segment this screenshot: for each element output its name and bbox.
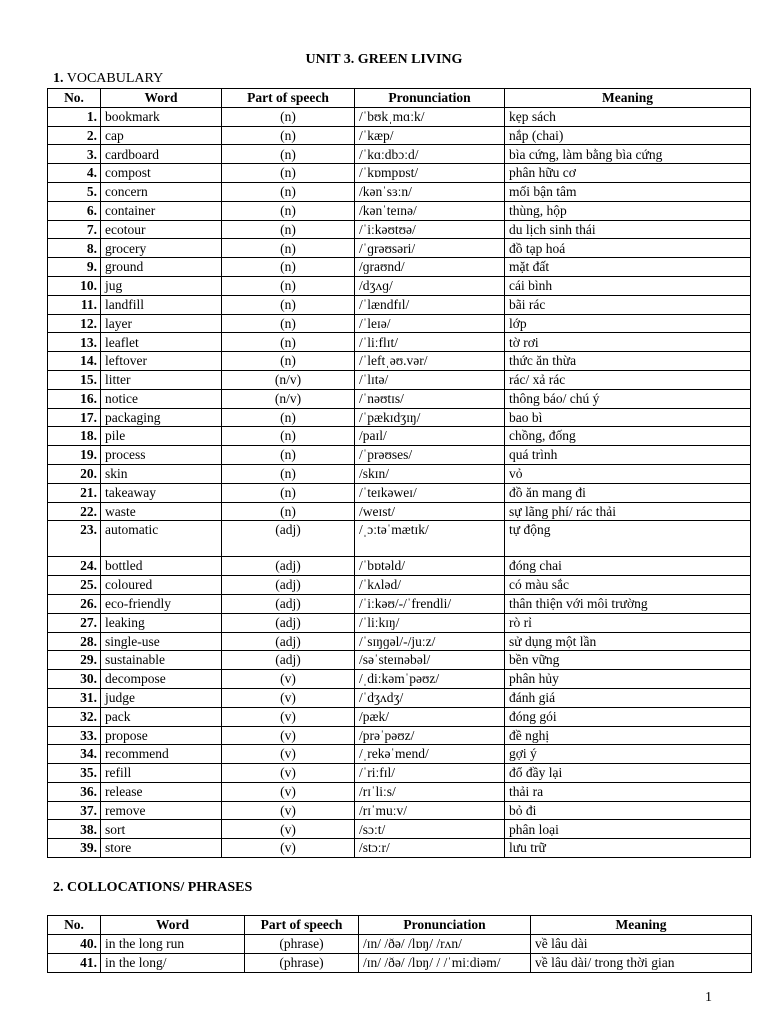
row-pronunciation: /prəˈpəʊz/ (355, 726, 505, 745)
row-number: 10. (48, 276, 101, 295)
row-part-of-speech: (v) (222, 745, 355, 764)
row-meaning: du lịch sinh thái (505, 220, 751, 239)
section-heading-collocations: 2. COLLOCATIONS/ PHRASES (53, 880, 253, 895)
row-word: jug (101, 276, 222, 295)
row-number: 1. (48, 107, 101, 126)
row-word: bottled (101, 557, 222, 576)
row-number: 5. (48, 182, 101, 201)
row-word: cardboard (101, 145, 222, 164)
row-number: 19. (48, 446, 101, 465)
phrases-table (47, 915, 752, 973)
table-row (48, 688, 751, 707)
row-pronunciation: /ˈɡrəʊsəri/ (355, 239, 505, 258)
row-word: automatic (101, 521, 222, 557)
row-part-of-speech: (v) (222, 764, 355, 783)
row-word: leaking (101, 613, 222, 632)
row-meaning: bao bì (505, 408, 751, 427)
row-part-of-speech: (n) (222, 182, 355, 201)
row-meaning: đề nghị (505, 726, 751, 745)
row-meaning: phân loại (505, 820, 751, 839)
table-header-row (48, 916, 752, 935)
row-number: 21. (48, 483, 101, 502)
row-number: 37. (48, 801, 101, 820)
header-no: No. (48, 89, 101, 108)
table-row (48, 239, 751, 258)
row-pronunciation: /ɪn/ /ðə/ /lɒŋ/ /rʌn/ (359, 935, 531, 954)
row-meaning: sử dụng một lần (505, 632, 751, 651)
row-pronunciation: /ˈbʊkˌmɑːk/ (355, 107, 505, 126)
row-part-of-speech: (n/v) (222, 389, 355, 408)
row-word: landfill (101, 295, 222, 314)
row-word: litter (101, 370, 222, 389)
table-row (48, 427, 751, 446)
table-row (48, 201, 751, 220)
row-part-of-speech: (n) (222, 164, 355, 183)
row-part-of-speech: (n) (222, 446, 355, 465)
row-part-of-speech: (adj) (222, 521, 355, 557)
row-number: 39. (48, 839, 101, 858)
table-row (48, 370, 751, 389)
table-row (48, 954, 752, 973)
row-part-of-speech: (n/v) (222, 370, 355, 389)
row-part-of-speech: (adj) (222, 576, 355, 595)
row-meaning: cái bình (505, 276, 751, 295)
page-number: 1 (705, 990, 712, 1005)
row-pronunciation: /rɪˈliːs/ (355, 782, 505, 801)
row-pronunciation: /ˈriːfɪl/ (355, 764, 505, 783)
row-word: remove (101, 801, 222, 820)
row-number: 4. (48, 164, 101, 183)
table-row (48, 333, 751, 352)
row-word: cap (101, 126, 222, 145)
row-word: refill (101, 764, 222, 783)
row-part-of-speech: (v) (222, 688, 355, 707)
row-part-of-speech: (v) (222, 782, 355, 801)
table-row (48, 483, 751, 502)
table-row (48, 651, 751, 670)
row-part-of-speech: (v) (222, 670, 355, 689)
row-word: store (101, 839, 222, 858)
row-pronunciation: /ˈdʒʌdʒ/ (355, 688, 505, 707)
row-meaning: có màu sắc (505, 576, 751, 595)
row-number: 11. (48, 295, 101, 314)
table-row (48, 145, 751, 164)
row-word: packaging (101, 408, 222, 427)
row-number: 12. (48, 314, 101, 333)
row-word: process (101, 446, 222, 465)
row-part-of-speech: (n) (222, 314, 355, 333)
row-pronunciation: /ˌdiːkəmˈpəʊz/ (355, 670, 505, 689)
row-pronunciation: /ˌrekəˈmend/ (355, 745, 505, 764)
header-meaning: Meaning (505, 89, 751, 108)
table-row (48, 352, 751, 371)
row-pronunciation: /ˈliːflɪt/ (355, 333, 505, 352)
row-word: recommend (101, 745, 222, 764)
row-part-of-speech: (adj) (222, 594, 355, 613)
table-row (48, 801, 751, 820)
row-number: 26. (48, 594, 101, 613)
row-pronunciation: /sɔːt/ (355, 820, 505, 839)
page-title: UNIT 3. GREEN LIVING (305, 52, 463, 67)
row-number: 35. (48, 764, 101, 783)
row-number: 41. (48, 954, 101, 973)
row-number: 28. (48, 632, 101, 651)
row-word: release (101, 782, 222, 801)
row-part-of-speech: (v) (222, 839, 355, 858)
table-row (48, 182, 751, 201)
table-row (48, 502, 751, 521)
row-pronunciation: /ˈkɑːdbɔːd/ (355, 145, 505, 164)
section-heading-vocabulary (53, 71, 163, 87)
row-pronunciation: /kənˈsɜːn/ (355, 182, 505, 201)
row-part-of-speech: (n) (222, 126, 355, 145)
table-row (48, 839, 751, 858)
row-word: in the long run (101, 935, 245, 954)
row-word: ecotour (101, 220, 222, 239)
row-part-of-speech: (n) (222, 276, 355, 295)
row-part-of-speech: (v) (222, 726, 355, 745)
row-part-of-speech: (phrase) (245, 935, 359, 954)
row-meaning: rò rỉ (505, 613, 751, 632)
row-part-of-speech: (v) (222, 707, 355, 726)
row-pronunciation: /ˈsɪŋɡəl/-/juːz/ (355, 632, 505, 651)
row-meaning: bền vững (505, 651, 751, 670)
row-meaning: đồ ăn mang đi (505, 483, 751, 502)
row-pronunciation: /ˌɔːtəˈmætɪk/ (355, 521, 505, 557)
row-part-of-speech: (n) (222, 483, 355, 502)
row-part-of-speech: (n) (222, 239, 355, 258)
row-part-of-speech: (n) (222, 107, 355, 126)
row-pronunciation: /ˈiːkəʊ/-/ˈfrendli/ (355, 594, 505, 613)
header-word: Word (101, 916, 245, 935)
row-part-of-speech: (adj) (222, 557, 355, 576)
row-word: pack (101, 707, 222, 726)
row-word: decompose (101, 670, 222, 689)
row-word: in the long/ (101, 954, 245, 973)
table-row (48, 670, 751, 689)
table-row (48, 782, 751, 801)
row-word: ground (101, 258, 222, 277)
row-number: 38. (48, 820, 101, 839)
table-row (48, 164, 751, 183)
row-word: notice (101, 389, 222, 408)
row-meaning: kẹp sách (505, 107, 751, 126)
row-meaning: thức ăn thừa (505, 352, 751, 371)
row-pronunciation: /weɪst/ (355, 502, 505, 521)
table-row (48, 408, 751, 427)
row-part-of-speech: (n) (222, 427, 355, 446)
row-number: 34. (48, 745, 101, 764)
row-word: eco-friendly (101, 594, 222, 613)
row-part-of-speech: (v) (222, 801, 355, 820)
table-row (48, 276, 751, 295)
table-row (48, 594, 751, 613)
row-number: 22. (48, 502, 101, 521)
row-meaning: thải ra (505, 782, 751, 801)
row-pronunciation: /ˈlændfɪl/ (355, 295, 505, 314)
table-row (48, 707, 751, 726)
table-row (48, 220, 751, 239)
row-pronunciation: /ˈkɒmpɒst/ (355, 164, 505, 183)
row-number: 2. (48, 126, 101, 145)
row-word: container (101, 201, 222, 220)
row-pronunciation: /ˈnəʊtɪs/ (355, 389, 505, 408)
row-word: skin (101, 464, 222, 483)
row-word: bookmark (101, 107, 222, 126)
row-pronunciation: /dʒʌɡ/ (355, 276, 505, 295)
table-row (48, 632, 751, 651)
table-row (48, 745, 751, 764)
row-number: 15. (48, 370, 101, 389)
row-meaning: gợi ý (505, 745, 751, 764)
table-row (48, 258, 751, 277)
header-pronunciation: Pronunciation (359, 916, 531, 935)
row-meaning: mặt đất (505, 258, 751, 277)
row-part-of-speech: (v) (222, 820, 355, 839)
row-number: 33. (48, 726, 101, 745)
row-number: 23. (48, 521, 101, 557)
section-number: 1. (53, 71, 64, 86)
row-word: grocery (101, 239, 222, 258)
row-part-of-speech: (n) (222, 295, 355, 314)
row-meaning: quá trình (505, 446, 751, 465)
row-meaning: tự động (505, 521, 751, 557)
table-row (48, 295, 751, 314)
table-row (48, 126, 751, 145)
row-meaning: lớp (505, 314, 751, 333)
row-pronunciation: /ˈbɒtəld/ (355, 557, 505, 576)
row-pronunciation: /rɪˈmuːv/ (355, 801, 505, 820)
table-row (48, 576, 751, 595)
table-row (48, 389, 751, 408)
row-meaning: đóng chai (505, 557, 751, 576)
row-part-of-speech: (adj) (222, 613, 355, 632)
row-number: 25. (48, 576, 101, 595)
row-meaning: phân hữu cơ (505, 164, 751, 183)
row-number: 6. (48, 201, 101, 220)
row-meaning: đồ tạp hoá (505, 239, 751, 258)
row-pronunciation: /kənˈteɪnə/ (355, 201, 505, 220)
row-number: 8. (48, 239, 101, 258)
table-row (48, 726, 751, 745)
header-part-of-speech: Part of speech (245, 916, 359, 935)
row-pronunciation: /ˈlɪtə/ (355, 370, 505, 389)
row-meaning: chồng, đống (505, 427, 751, 446)
row-meaning: lưu trữ (505, 839, 751, 858)
row-number: 14. (48, 352, 101, 371)
row-word: sort (101, 820, 222, 839)
row-part-of-speech: (adj) (222, 632, 355, 651)
row-number: 32. (48, 707, 101, 726)
row-number: 3. (48, 145, 101, 164)
row-word: coloured (101, 576, 222, 595)
header-part-of-speech: Part of speech (222, 89, 355, 108)
row-part-of-speech: (adj) (222, 651, 355, 670)
phrases-body (48, 935, 752, 973)
header-no: No. (48, 916, 101, 935)
row-part-of-speech: (n) (222, 220, 355, 239)
row-number: 9. (48, 258, 101, 277)
row-pronunciation: /ˈpækɪdʒɪŋ/ (355, 408, 505, 427)
section-label: VOCABULARY (63, 71, 164, 86)
row-pronunciation: /ˈiːkəʊtʊə/ (355, 220, 505, 239)
header-word: Word (101, 89, 222, 108)
table-row (48, 464, 751, 483)
table-row (48, 764, 751, 783)
row-word: concern (101, 182, 222, 201)
row-part-of-speech: (n) (222, 408, 355, 427)
row-word: single-use (101, 632, 222, 651)
row-pronunciation: /ˈteɪkəweɪ/ (355, 483, 505, 502)
row-word: leaflet (101, 333, 222, 352)
row-number: 36. (48, 782, 101, 801)
row-pronunciation: /ˈliːkɪŋ/ (355, 613, 505, 632)
header-meaning: Meaning (531, 916, 752, 935)
row-word: layer (101, 314, 222, 333)
row-number: 24. (48, 557, 101, 576)
row-number: 27. (48, 613, 101, 632)
row-number: 17. (48, 408, 101, 427)
row-meaning: về lâu dài/ trong thời gian (531, 954, 752, 973)
row-number: 30. (48, 670, 101, 689)
row-pronunciation: /ɪn/ /ðə/ /lɒŋ/ / /ˈmiːdiəm/ (359, 954, 531, 973)
row-pronunciation: /skɪn/ (355, 464, 505, 483)
row-meaning: bìa cứng, làm bằng bìa cứng (505, 145, 751, 164)
row-meaning: nắp (chai) (505, 126, 751, 145)
row-word: pile (101, 427, 222, 446)
row-pronunciation: /ɡraʊnd/ (355, 258, 505, 277)
row-part-of-speech: (phrase) (245, 954, 359, 973)
table-row (48, 820, 751, 839)
row-word: propose (101, 726, 222, 745)
row-number: 7. (48, 220, 101, 239)
row-number: 20. (48, 464, 101, 483)
row-meaning: tờ rơi (505, 333, 751, 352)
row-meaning: thùng, hộp (505, 201, 751, 220)
row-pronunciation: /ˈprəʊses/ (355, 446, 505, 465)
row-part-of-speech: (n) (222, 201, 355, 220)
row-meaning: thông báo/ chú ý (505, 389, 751, 408)
row-number: 31. (48, 688, 101, 707)
row-meaning: về lâu dài (531, 935, 752, 954)
row-pronunciation: /ˈkæp/ (355, 126, 505, 145)
row-pronunciation: /paɪl/ (355, 427, 505, 446)
row-pronunciation: /stɔːr/ (355, 839, 505, 858)
row-meaning: thân thiện với môi trường (505, 594, 751, 613)
header-pronunciation: Pronunciation (355, 89, 505, 108)
table-row (48, 107, 751, 126)
row-meaning: sự lãng phí/ rác thải (505, 502, 751, 521)
row-part-of-speech: (n) (222, 258, 355, 277)
row-number: 40. (48, 935, 101, 954)
table-row (48, 521, 751, 557)
row-pronunciation: /ˈkʌləd/ (355, 576, 505, 595)
row-part-of-speech: (n) (222, 502, 355, 521)
row-part-of-speech: (n) (222, 352, 355, 371)
row-number: 18. (48, 427, 101, 446)
row-meaning: bỏ đi (505, 801, 751, 820)
row-part-of-speech: (n) (222, 145, 355, 164)
table-row (48, 314, 751, 333)
row-meaning: đổ đầy lại (505, 764, 751, 783)
row-meaning: phân hủy (505, 670, 751, 689)
row-meaning: rác/ xả rác (505, 370, 751, 389)
row-meaning: đánh giá (505, 688, 751, 707)
row-part-of-speech: (n) (222, 464, 355, 483)
row-word: leftover (101, 352, 222, 371)
row-word: waste (101, 502, 222, 521)
row-pronunciation: /ˈleftˌəʊ.vər/ (355, 352, 505, 371)
vocabulary-body (48, 107, 751, 857)
row-number: 29. (48, 651, 101, 670)
table-row (48, 557, 751, 576)
row-word: sustainable (101, 651, 222, 670)
row-meaning: vỏ (505, 464, 751, 483)
row-meaning: bãi rác (505, 295, 751, 314)
row-part-of-speech: (n) (222, 333, 355, 352)
row-pronunciation: /səˈsteɪnəbəl/ (355, 651, 505, 670)
table-row (48, 935, 752, 954)
row-number: 16. (48, 389, 101, 408)
table-row (48, 446, 751, 465)
vocabulary-table (47, 88, 751, 858)
row-word: judge (101, 688, 222, 707)
row-word: compost (101, 164, 222, 183)
row-number: 13. (48, 333, 101, 352)
table-row (48, 613, 751, 632)
table-header-row (48, 89, 751, 108)
row-pronunciation: /pæk/ (355, 707, 505, 726)
row-pronunciation: /ˈleɪə/ (355, 314, 505, 333)
row-meaning: mối bận tâm (505, 182, 751, 201)
row-meaning: đóng gói (505, 707, 751, 726)
row-word: takeaway (101, 483, 222, 502)
